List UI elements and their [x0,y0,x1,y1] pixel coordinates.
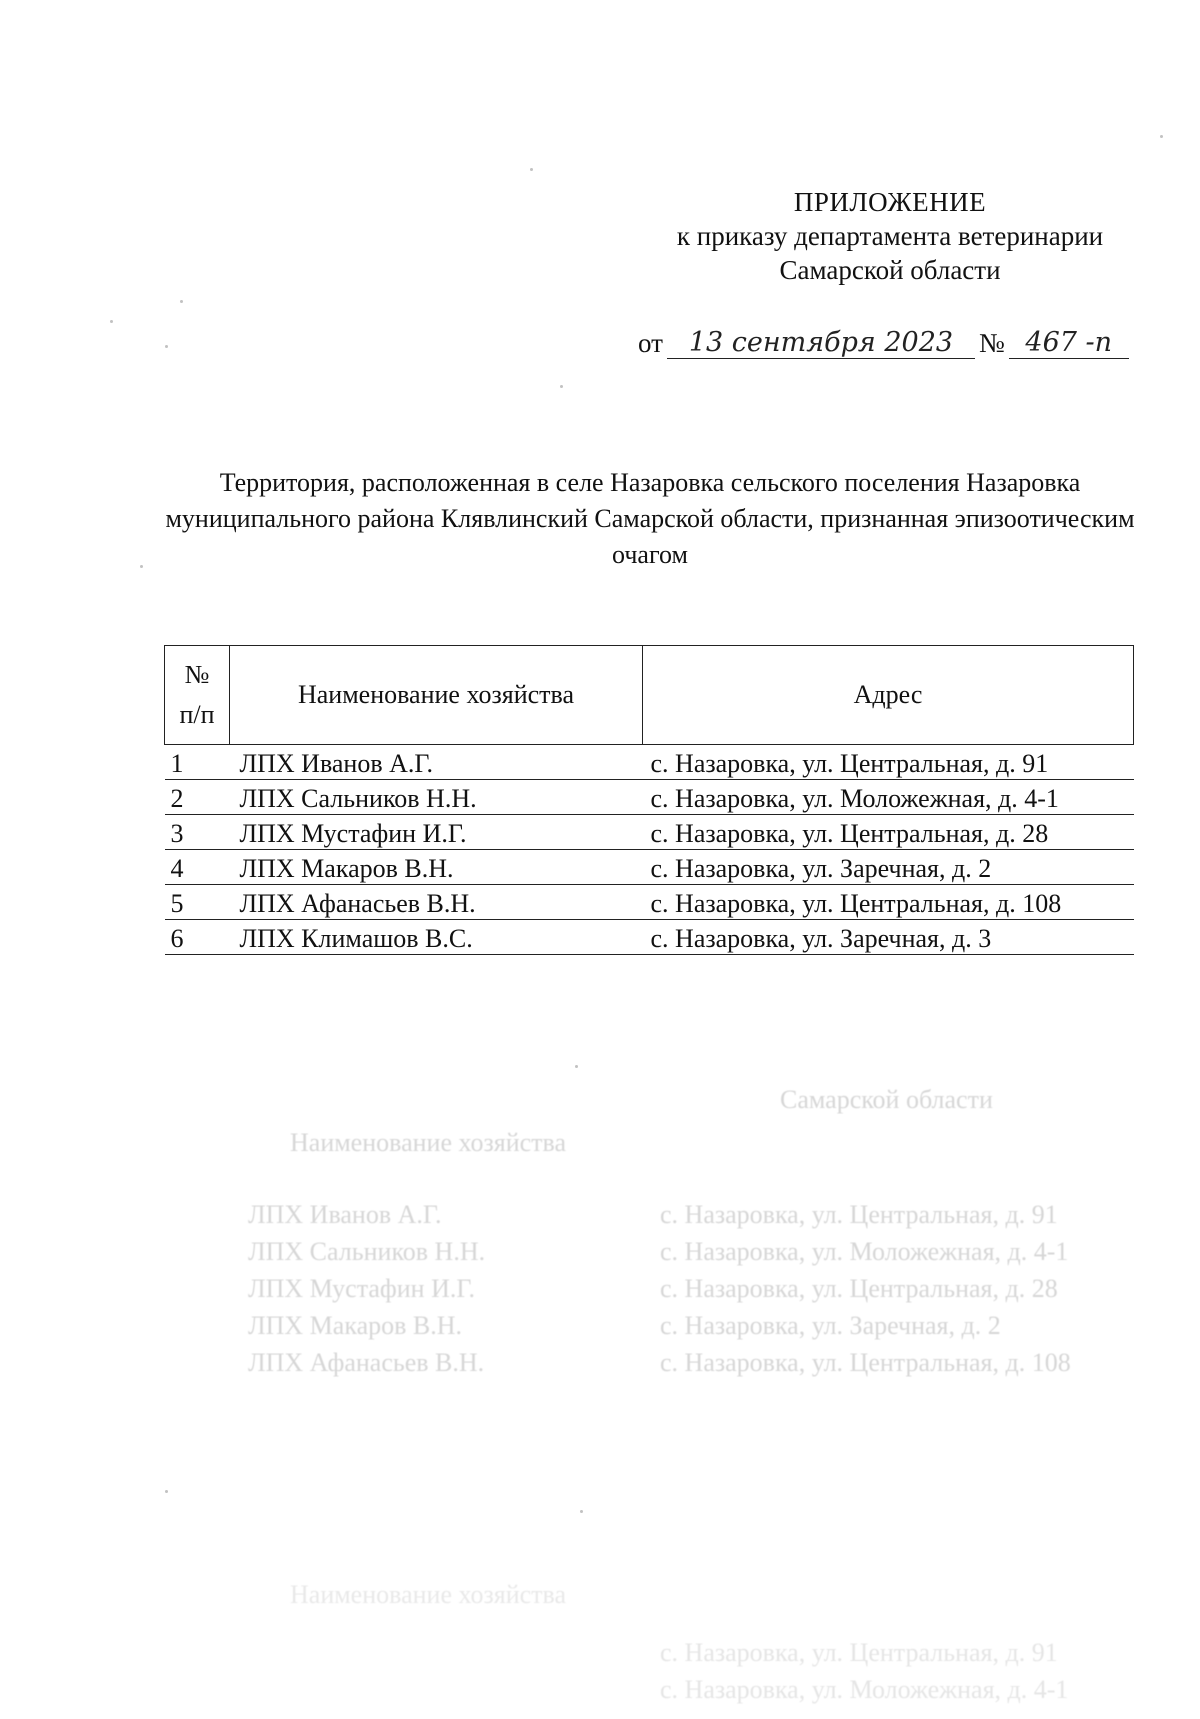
table-header-row [165,646,1134,745]
appendix-header [640,185,1140,287]
scan-speck [530,168,533,171]
farms-table [164,645,1134,955]
ghost-row: с. Назаровка, ул. Моложежная, д. 4-1 [660,1675,1069,1704]
table-row [165,815,1134,850]
row-address: с. Назаровка, ул. Заречная, д. 2 [643,850,1134,885]
ghost-header-name: Наименование хозяйства [290,1580,567,1609]
scan-speck [180,300,183,303]
header-number [165,646,230,745]
scan-speck [165,1490,168,1493]
row-farm-name: ЛПХ Макаров В.Н. [230,850,643,885]
ghost-row: с. Назаровка, ул. Моложежная, д. 4-1 [660,1237,1069,1266]
ghost-title-line: Самарской области [780,1085,993,1114]
header-number-line-1: № [184,660,210,689]
ghost-row: с. Назаровка, ул. Центральная, д. 91 [660,1200,1058,1229]
row-address: с. Назаровка, ул. Центральная, д. 108 [643,885,1134,920]
row-number: 5 [165,885,230,920]
order-date-number [634,328,1129,359]
scan-speck [575,1065,578,1068]
table-row [165,745,1134,780]
scan-speck [165,345,168,348]
ghost-row: с. Назаровка, ул. Заречная, д. 2 [660,1311,1001,1340]
appendix-title: ПРИЛОЖЕНИЕ [793,187,987,217]
ghost-row: ЛПХ Афанасьев В.Н. [248,1348,485,1377]
row-number: 3 [165,815,230,850]
ghost-row: с. Назаровка, ул. Центральная, д. 28 [660,1274,1058,1303]
header-address: Адрес [643,646,1134,745]
scan-speck [1160,135,1163,138]
row-address: с. Назаровка, ул. Моложежная, д. 4-1 [643,780,1134,815]
document-title: Территория, расположенная в селе Назаровка сельского поселения Назаровка муниципального района Клявлинский Самарской области, признанная эпизоотическим очагом [165,468,1135,569]
ghost-row: ЛПХ Мустафин И.Г. [248,1274,475,1303]
row-farm-name: ЛПХ Афанасьев В.Н. [230,885,643,920]
row-number: 1 [165,745,230,780]
row-address: с. Назаровка, ул. Центральная, д. 91 [643,745,1134,780]
row-number: 6 [165,920,230,955]
table-row [165,850,1134,885]
appendix-line-1: к приказу департамента ветеринарии [676,221,1104,251]
order-number-handwritten: 467 -п [1009,328,1129,359]
scan-speck [580,1510,583,1513]
ghost-row: с. Назаровка, ул. Центральная, д. 91 [660,1638,1058,1667]
table-row [165,885,1134,920]
row-farm-name: ЛПХ Климашов В.С. [230,920,643,955]
header-name: Наименование хозяйства [230,646,643,745]
ghost-header-name: Наименование хозяйства [290,1128,567,1157]
row-address: с. Назаровка, ул. Центральная, д. 28 [643,815,1134,850]
row-address: с. Назаровка, ул. Заречная, д. 3 [643,920,1134,955]
table-row [165,920,1134,955]
order-number-label: № [978,328,1005,358]
order-from-label: от [638,328,663,358]
ghost-row: ЛПХ Иванов А.Г. [248,1200,442,1229]
header-number-line-2: п/п [179,700,215,729]
ghost-row: ЛПХ Сальников Н.Н. [248,1237,486,1266]
scan-speck [560,385,563,388]
ghost-row: ЛПХ Макаров В.Н. [248,1311,463,1340]
order-date-handwritten: 13 сентября 2023 [667,328,975,359]
row-number: 2 [165,780,230,815]
scan-speck [110,320,113,323]
appendix-line-2: Самарской области [779,255,1001,285]
scan-speck [140,565,143,568]
row-farm-name: ЛПХ Сальников Н.Н. [230,780,643,815]
table-row [165,780,1134,815]
row-farm-name: ЛПХ Мустафин И.Г. [230,815,643,850]
ghost-row: с. Назаровка, ул. Центральная, д. 108 [660,1348,1071,1377]
row-farm-name: ЛПХ Иванов А.Г. [230,745,643,780]
row-number: 4 [165,850,230,885]
